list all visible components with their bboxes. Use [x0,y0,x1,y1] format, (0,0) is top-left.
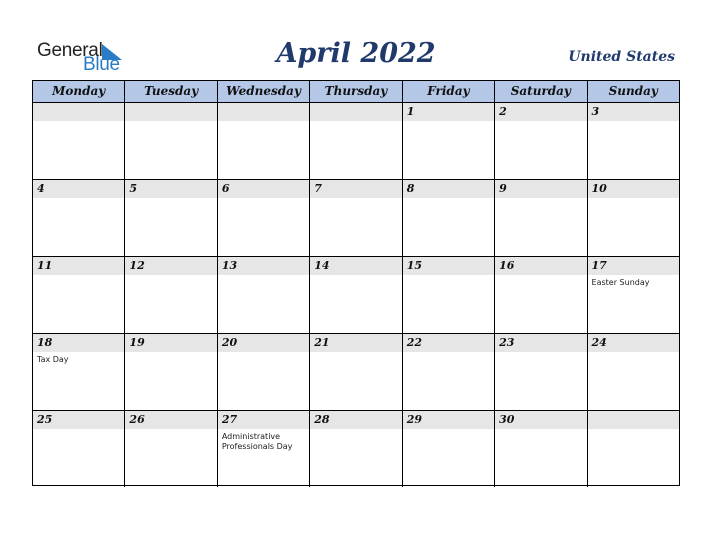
day-cell [125,334,217,410]
weekday-header: Wednesday [218,81,310,102]
day-cell [310,411,402,487]
day-cell [125,257,217,333]
week-row [33,180,679,257]
day-number: 15 [406,259,422,272]
day-number: 27 [221,413,238,426]
day-number-band [218,103,309,121]
day-cell [33,180,125,256]
day-number: 28 [314,413,330,426]
day-number: 7 [314,182,322,195]
day-cell [218,180,310,256]
day-cell [218,334,310,410]
day-cell [403,257,495,333]
day-number: 26 [129,413,145,426]
day-number: 3 [591,105,600,118]
day-number: 1 [406,105,415,118]
weekday-header: Monday [33,81,125,102]
day-number-band [125,103,216,121]
day-cell [495,103,587,179]
day-number-band [310,103,401,121]
day-number: 2 [499,105,507,118]
day-cell [218,411,310,487]
day-cell [495,334,587,410]
day-number: 19 [129,336,145,349]
day-number: 30 [499,413,515,426]
day-number: 24 [591,336,607,349]
country-label: United States [568,49,675,65]
day-cell [33,411,125,487]
day-number-band [588,103,679,121]
day-number: 16 [499,259,515,272]
week-row [33,257,679,334]
day-number: 10 [591,182,607,195]
day-number-band [310,180,401,198]
day-cell [403,334,495,410]
day-cell [588,334,679,410]
day-cell [403,103,495,179]
day-number: 4 [37,182,45,195]
day-cell [403,180,495,256]
day-number: 8 [406,182,415,195]
weekday-header: Saturday [495,81,587,102]
calendar-grid [32,80,680,486]
day-number-band [588,411,679,429]
weekday-header: Tuesday [125,81,217,102]
day-cell [495,257,587,333]
holiday-label: Easter Sunday [591,278,650,287]
day-number: 29 [406,413,422,426]
day-cell [33,257,125,333]
weekday-header-row [33,81,679,103]
day-number: 18 [37,336,53,349]
day-cell [310,180,402,256]
day-cell [125,411,217,487]
day-number: 21 [314,336,330,349]
day-number-band [33,103,124,121]
day-number: 12 [129,259,145,272]
day-number: 20 [221,336,238,349]
day-cell [588,411,679,487]
day-number: 13 [221,259,238,272]
day-cell [33,103,125,179]
week-row [33,334,679,411]
calendar-title: April 2022 [276,38,436,69]
day-number-band [403,180,494,198]
day-number: 11 [37,259,53,272]
day-cell [495,180,587,256]
day-cell [588,180,679,256]
day-number-band [403,103,494,121]
day-cell [33,334,125,410]
day-number: 14 [314,259,330,272]
day-cell [310,334,402,410]
day-number: 17 [591,259,607,272]
day-number: 5 [129,182,138,195]
holiday-label: Tax Day [37,355,69,364]
day-cell [218,103,310,179]
day-cell [403,411,495,487]
day-cell [310,103,402,179]
logo-text-general: General [37,40,103,61]
day-number: 22 [406,336,422,349]
day-cell [588,103,679,179]
day-number-band [218,180,309,198]
day-number-band [495,103,586,121]
weekday-header: Friday [403,81,495,102]
week-row [33,103,679,180]
weekday-header: Thursday [310,81,402,102]
week-row [33,411,679,487]
day-number: 6 [221,182,230,195]
day-cell [125,180,217,256]
day-number-band [125,180,216,198]
day-cell [495,411,587,487]
day-cell [125,103,217,179]
day-number-band [495,180,586,198]
day-number: 9 [499,182,507,195]
day-number: 23 [499,336,515,349]
day-cell [588,257,679,333]
day-cell [310,257,402,333]
holiday-label: Administrative Professionals Day [221,432,293,451]
logo-text-blue: Blue [83,54,120,75]
day-cell [218,257,310,333]
day-number-band [33,180,124,198]
weekday-header: Sunday [608,84,658,98]
day-number: 25 [37,413,53,426]
